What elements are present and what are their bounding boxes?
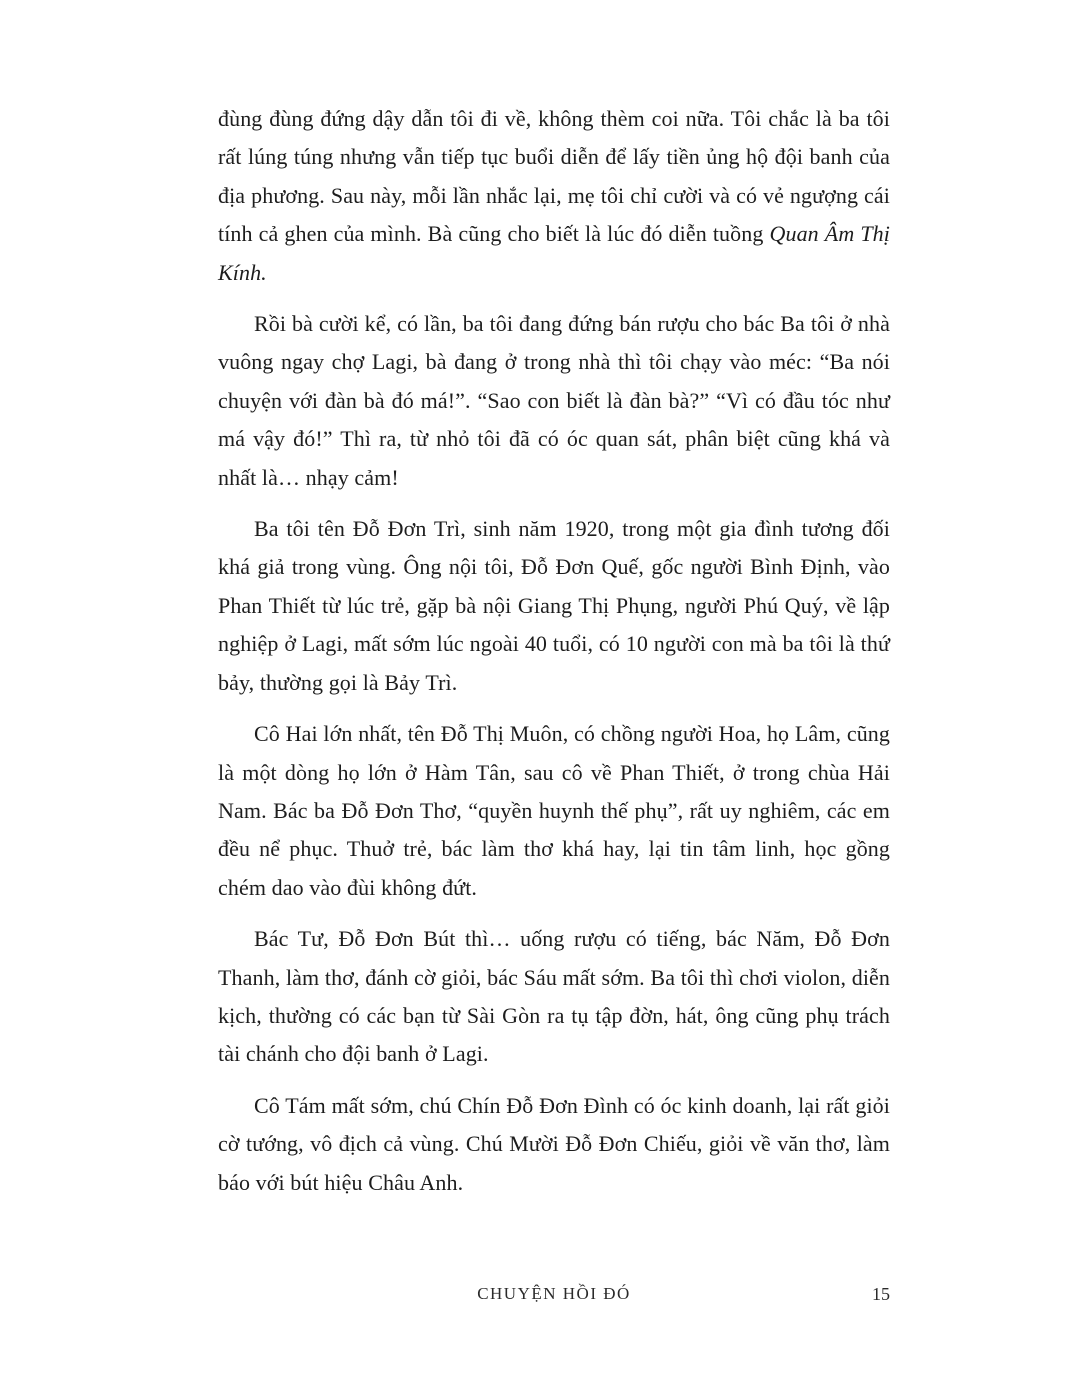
page-body-text (218, 100, 890, 1215)
page-number: 15 (872, 1284, 890, 1304)
paragraph: Ba tôi tên Đỗ Đơn Trì, sinh năm 1920, trong một gia đình tương đối khá giả trong vùng. Ông nội tôi, Đỗ Đơn Quế, gốc người Bình Định, vào Phan Thiết từ lúc trẻ, gặp bà nội Giang Thị Phụng, người Phú Quý, về lập nghiệp ở Lagi, mất sớm lúc ngoài 40 tuổi, có 10 người con mà ba tôi là thứ bảy, thường gọi là Bảy Trì. (218, 516, 890, 695)
paragraph: Cô Hai lớn nhất, tên Đỗ Thị Muôn, có chồng người Hoa, họ Lâm, cũng là một dòng họ lớn ở Hàm Tân, sau cô về Phan Thiết, ở trong chùa Hải Nam. Bác ba Đỗ Đơn Thơ, “quyền huynh thế phụ”, rất uy nghiêm, các em đều nể phục. Thuở trẻ, bác làm thơ khá hay, lại tin tâm linh, học gồng chém dao vào đùi không đứt. (218, 721, 890, 900)
running-footer-title: CHUYỆN HỒI ĐÓ (477, 1284, 631, 1303)
book-title-italic: Quan Âm Thị Kính. (218, 221, 890, 285)
paragraph-text: đùng đùng đứng dậy dẫn tôi đi về, không thèm coi nữa. Tôi chắc là ba tôi rất lúng túng nhưng vẫn tiếp tục buổi diễn để lấy tiền ủng hộ đội banh của địa phương. Sau này, mỗi lần nhắc lại, mẹ tôi chỉ cười và có vẻ ngượng cái tính cả ghen của mình. Bà cũng cho biết là lúc đó diễn tuồng (218, 106, 890, 247)
paragraph: Rồi bà cười kể, có lần, ba tôi đang đứng bán rượu cho bác Ba tôi ở nhà vuông ngay chợ Lagi, bà đang ở trong nhà thì tôi chạy vào méc: “Ba nói chuyện với đàn bà đó má!”. “Sao con biết là đàn bà?” “Vì có đầu tóc như má vậy đó!” Thì ra, từ nhỏ tôi đã có óc quan sát, phân biệt cũng khá và nhất là… nhạy cảm! (218, 311, 890, 490)
paragraph (218, 100, 890, 292)
page-footer (218, 1284, 890, 1304)
paragraph: Cô Tám mất sớm, chú Chín Đỗ Đơn Đình có óc kinh doanh, lại rất giỏi cờ tướng, vô địch cả vùng. Chú Mười Đỗ Đơn Chiếu, giỏi về văn thơ, làm báo với bút hiệu Châu Anh. (218, 1092, 890, 1195)
paragraph: Bác Tư, Đỗ Đơn Bút thì… uống rượu có tiếng, bác Năm, Đỗ Đơn Thanh, làm thơ, đánh cờ giỏi, bác Sáu mất sớm. Ba tôi thì chơi violon, diễn kịch, thường có các bạn từ Sài Gòn ra tụ tập đờn, hát, ông cũng phụ trách tài chánh cho đội banh ở Lagi. (218, 926, 890, 1067)
